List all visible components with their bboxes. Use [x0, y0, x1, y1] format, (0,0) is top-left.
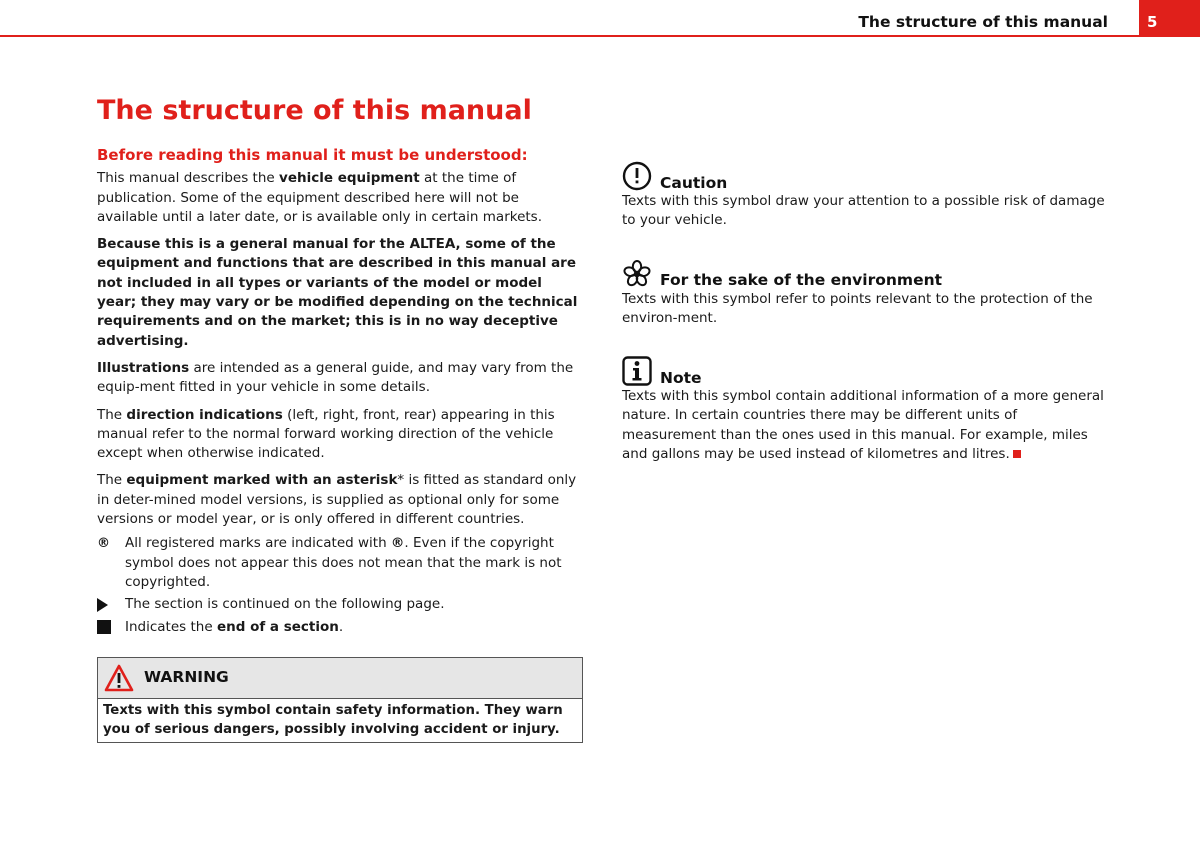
end-of-section-row — [97, 618, 583, 637]
environment-block — [622, 248, 1112, 329]
emphasis: equipment marked with an asterisk — [126, 472, 398, 489]
end-text — [125, 618, 343, 637]
registered-mark-row — [97, 534, 583, 592]
left-column — [97, 146, 583, 743]
registered-symbol: ® — [97, 536, 110, 552]
registered-text — [125, 534, 583, 592]
continued-row — [97, 595, 583, 614]
paragraph-general-manual: Because this is a general manual for the ALTEA, some of the equipment and functions that are described in this manual are not included in all types or variants of the model or model year; they may vary or be modified depending on the technical requirements and on the market; this is in no way deceptive advertising. — [97, 236, 578, 349]
text: Texts with this symbol contain additional information of a more general nature. In certain countries there may be different units of measurement than the ones used in this manual. For example, miles and gallons may be used instead of kilometres and litres. — [622, 388, 1104, 463]
text: Indicates the — [125, 618, 217, 635]
page-number: 5 — [1147, 13, 1158, 31]
warning-triangle-icon — [104, 664, 134, 692]
continued-text: The section is continued on the following page. — [125, 596, 445, 613]
emphasis: direction indications — [126, 406, 283, 423]
note-header — [622, 345, 1112, 386]
emphasis: Illustrations — [97, 359, 190, 376]
note-text — [622, 387, 1112, 464]
text: (left, right, front, rear) appearing in this manual refer to the normal forward working direction of the vehicle except when otherwise indicated. — [97, 406, 555, 462]
environment-header — [622, 248, 1112, 289]
page-number-tab — [1139, 0, 1200, 37]
info-icon — [622, 356, 652, 386]
text: at the time of publication. Some of the equipment described here will not be available until a later date, or is available only in certain markets. — [97, 170, 542, 225]
environment-label: For the sake of the environment — [660, 271, 943, 290]
right-triangle-icon — [97, 598, 108, 612]
emphasis: end of a section — [216, 618, 339, 635]
text: . — [338, 618, 344, 635]
warning-header — [98, 658, 582, 699]
text: * is fitted as standard only in deter-mined model versions, is supplied as optional only for some versions or model year, or is only offered in different countries. — [97, 472, 577, 528]
paragraph-direction-indications — [97, 406, 583, 464]
text: . Even if the copyright symbol does not appear this does not mean that the mark is not copyrighted. — [125, 535, 562, 590]
text: All registered marks are indicated with — [125, 535, 391, 552]
note-label: Note — [660, 368, 702, 387]
warning-label: WARNING — [144, 668, 229, 687]
warning-text: Texts with this symbol contain safety information. They warn you of serious dangers, possibly involving accident or injury. — [103, 702, 563, 737]
emphasis: ® — [390, 535, 405, 552]
paragraph-illustrations — [97, 359, 583, 398]
text: are intended as a general guide, and may vary from the equip-ment fitted in your vehicle in some details. — [97, 359, 574, 396]
black-square-icon — [97, 620, 111, 634]
header-rule — [0, 35, 1200, 37]
flower-icon — [622, 259, 652, 289]
right-column — [622, 150, 1112, 481]
caution-label: Caution — [660, 173, 728, 192]
caution-header — [622, 150, 1112, 191]
section-heading: Before reading this manual it must be understood: — [97, 146, 528, 164]
note-block — [622, 345, 1112, 464]
caution-block — [622, 150, 1112, 231]
warning-box — [97, 657, 583, 743]
running-title: The structure of this manual — [858, 13, 1108, 31]
text: The — [97, 406, 127, 423]
emphasis: vehicle equipment — [279, 170, 420, 187]
paragraph-asterisk — [97, 471, 583, 529]
end-symbol-cell — [97, 618, 125, 634]
environment-text: Texts with this symbol refer to points relevant to the protection of the environ-ment. — [622, 290, 1093, 326]
paragraph-vehicle-equipment — [97, 169, 583, 227]
continued-symbol-cell — [97, 595, 125, 612]
page-title: The structure of this manual — [97, 95, 532, 126]
caution-circle-icon — [622, 161, 652, 191]
end-of-section-icon — [1013, 450, 1021, 458]
caution-text: Texts with this symbol draw your attention to a possible risk of damage to your vehicle. — [622, 193, 1105, 229]
text: This manual describes the — [97, 170, 280, 187]
text: The — [97, 472, 127, 489]
